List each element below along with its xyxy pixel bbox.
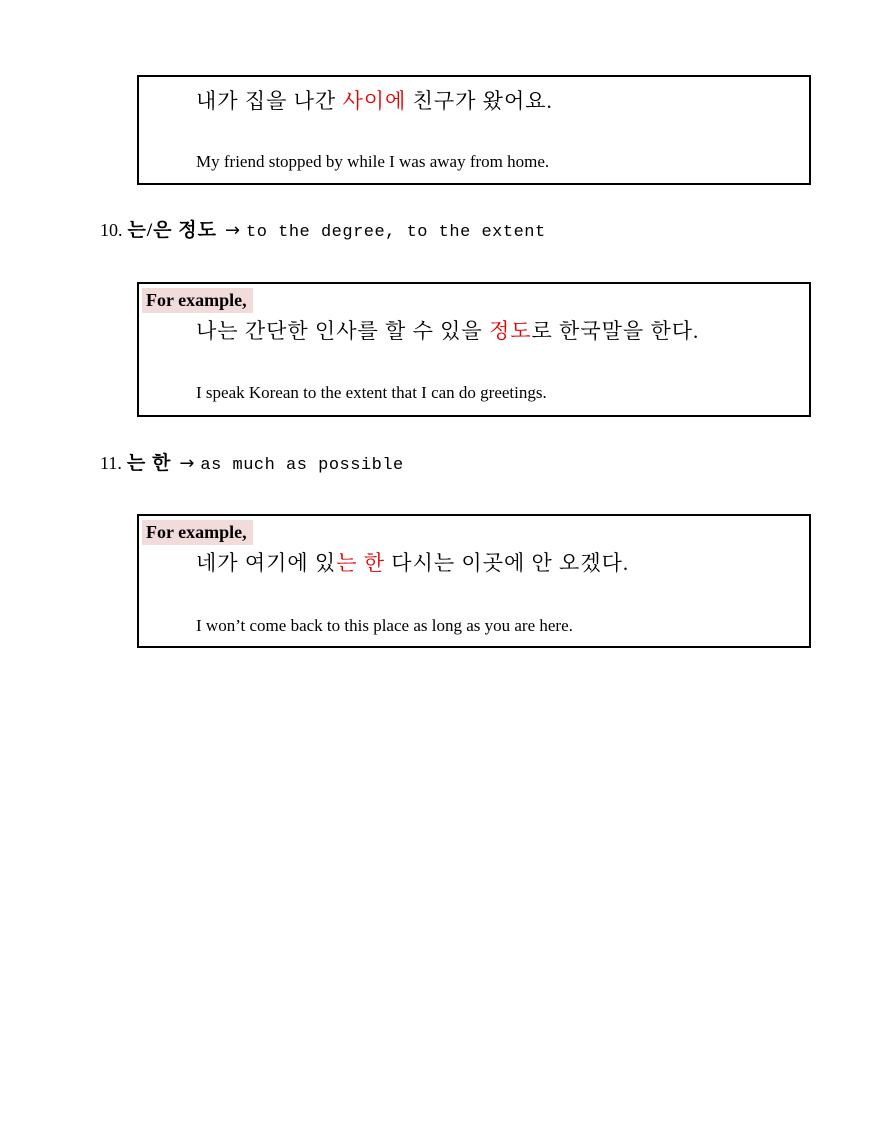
korean-grammar-highlight: 정도	[488, 319, 532, 343]
arrow-icon: →	[179, 453, 195, 474]
for-example-label: For example,	[142, 520, 253, 545]
korean-text-before: 나는 간단한 인사를 할 수 있을	[196, 319, 489, 343]
english-translation: I won’t come back to this place as long as you are here.	[196, 616, 573, 635]
example-box-item-9	[137, 75, 811, 185]
korean-grammar-pattern: 는/은 정도	[127, 220, 217, 241]
korean-example-sentence	[196, 549, 629, 577]
example-box-item-10	[137, 282, 811, 417]
english-meaning: as much as possible	[200, 456, 404, 475]
english-translation: My friend stopped by while I was away from home.	[196, 152, 550, 171]
korean-grammar-highlight: 는 한	[336, 551, 386, 575]
example-box-item-11	[137, 514, 811, 648]
korean-text-before: 네가 여기에 있	[196, 551, 337, 575]
korean-grammar-highlight: 사이에	[342, 89, 407, 113]
grammar-point-10-heading	[100, 218, 546, 245]
for-example-label: For example,	[142, 288, 253, 313]
korean-example-sentence	[196, 87, 553, 115]
korean-text-after: 친구가 왔어요.	[406, 89, 553, 113]
english-meaning: to the degree, to the extent	[246, 223, 546, 242]
korean-text-before: 내가 집을 나간	[196, 89, 343, 113]
korean-grammar-pattern: 는 한	[126, 453, 172, 474]
item-number: 10.	[100, 220, 123, 240]
arrow-icon: →	[224, 220, 241, 241]
korean-example-sentence	[196, 317, 699, 345]
item-number: 11.	[100, 453, 122, 473]
english-translation: I speak Korean to the extent that I can do greetings.	[196, 383, 547, 402]
korean-text-after: 로 한국말을 한다.	[531, 319, 700, 343]
korean-text-after: 다시는 이곳에 안 오겠다.	[385, 551, 630, 575]
grammar-point-11-heading	[100, 451, 404, 478]
